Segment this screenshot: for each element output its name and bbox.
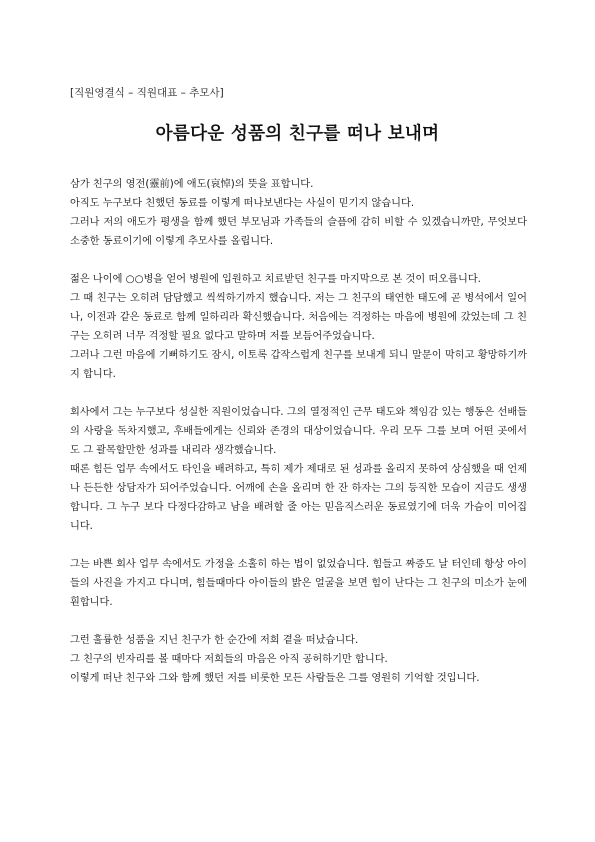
sentence: 때론 힘든 업무 속에서도 타인을 배려하고, 특히 제가 제대로 된 성과를 올리지 못하여 상심했을 때 언제나 든든한 상담자가 되어주었습니다. 어깨에 손을 올리며 한 잔 하자는 그의 등직한 모습이 지금도 생생합니다. 그 누구 보다 다정다감하고 남을 배려할 줄 아는 믿음직스러운 동료였기에 더욱 가슴이 미어집니다. [70, 464, 527, 532]
sentence: 이렇게 떠난 친구와 그와 함께 했던 저를 비롯한 모든 사람들은 그를 영원히 기억할 것입니다. [70, 673, 480, 684]
sentence: 그 때 친구는 오히려 담담했고 씩씩하기까지 했습니다. 저는 그 친구의 태연한 태도에 곧 병석에서 일어나, 이전과 같은 동료로 함께 일하리라 확신했습니다. 처음에는 걱정하는 마음에 병원에 갔었는데 그 친구는 오히려 너무 걱정할 필요 없다고 말하며 저를 보듬어주었습니다. [70, 293, 527, 342]
sentence: 그는 바쁜 회사 업무 속에서도 가정을 소홀히 하는 법이 없었습니다. 힘들고 짜증도 날 터인데 항상 아이들의 사진을 가지고 다니며, 힘들때마다 아이들의 밝은 얼굴을 보면 힘이 난다는 그 친구의 미소가 눈에 훤합니다. [70, 559, 527, 608]
sentence: 젊은 나이에 ○○병을 얻어 병원에 입원하고 치료받던 친구를 마지막으로 본 것이 떠오릅니다. [70, 274, 481, 285]
sentence: 회사에서 그는 누구보다 성실한 직원이었습니다. 그의 열정적인 근무 태도와 책임감 있는 행동은 선배들의 사랑을 독차지했고, 후배들에게는 신뢰와 존경의 대상이었습니다. 우리 모두 그를 보며 어떤 곳에서도 그 괄목할만한 성과를 내리라 생각했습니다. [70, 407, 527, 456]
document-title: 아름다운 성품의 친구를 떠나 보내며 [155, 124, 440, 144]
sentence: 그러나 그런 마음에 기뻐하기도 잠시, 이토록 갑작스럽게 친구를 보내게 되니 말문이 막히고 황망하기까지 합니다. [70, 350, 527, 380]
sentence: 삼가 친구의 영전(靈前)에 애도(哀悼)의 뜻을 표합니다. [70, 179, 314, 190]
sentence: 아직도 누구보다 친했던 동료를 이렇게 떠나보낸다는 사실이 믿기지 않습니다. [70, 198, 415, 209]
document-body [70, 175, 527, 707]
paragraph-2 [70, 270, 527, 384]
sentence: 그런 훌륭한 성품을 지닌 친구가 한 순간에 저희 곁을 떠났습니다. [70, 635, 359, 646]
document-header: [직원영결식 – 직원대표 – 추모사] [70, 87, 224, 99]
paragraph-3 [70, 403, 527, 536]
paragraph-5 [70, 631, 527, 688]
paragraph-4 [70, 555, 527, 612]
paragraph-1 [70, 175, 527, 251]
sentence: 그러나 저의 애도가 평생을 함께 했던 부모님과 가족들의 슬픔에 감히 비할 수 있겠습니까만, 무엇보다 소중한 동료이기에 이렇게 추모사를 올립니다. [70, 217, 527, 247]
sentence: 그 친구의 빈자리를 볼 때마다 저희들의 마음은 아직 공허하기만 합니다. [70, 654, 388, 665]
